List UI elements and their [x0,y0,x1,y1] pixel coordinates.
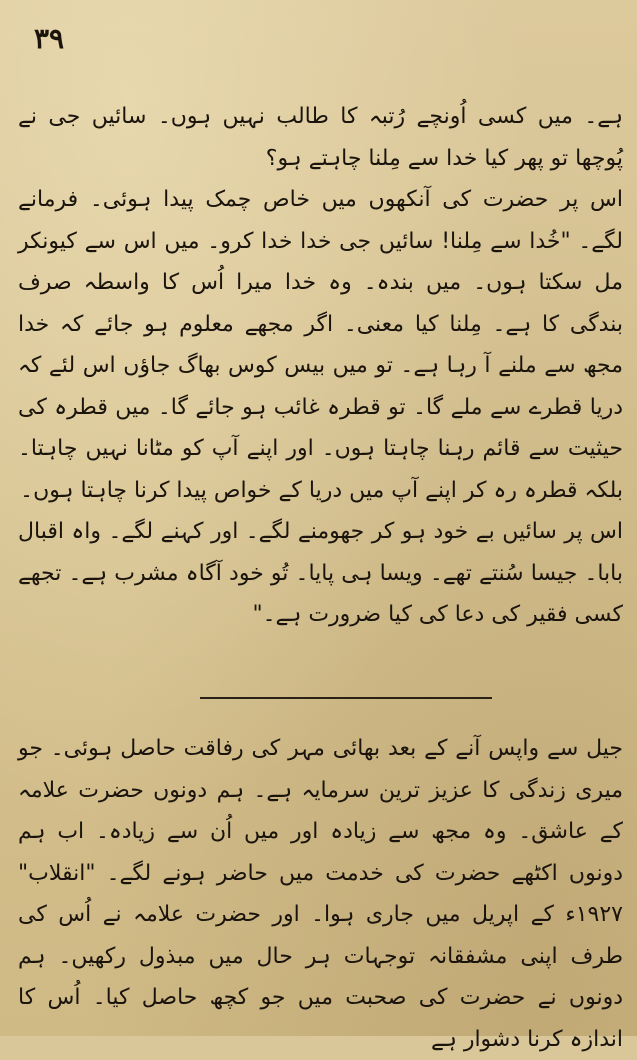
paragraph: جیل سے واپس آنے کے بعد بھائی مہر کی رفاقت حاصل ہوئی۔ جو میری زندگی کا عزیز ترین سرمایہ ہے۔ ہم دونوں حضرت علامہ کے عاشق۔ وہ مجھ سے زیادہ اور میں اُن سے زیادہ۔ اب ہم دونوں اکٹھے حضرت کی خدمت میں حاضر ہونے لگے۔ "انقلاب" ۱۹۲۷ء کے اپریل میں جاری ہوا۔ اور حضرت علامہ نے اُس کی طرف اپنی مشفقانہ توجہات ہر حال میں مبذول رکھیں۔ ہم دونوں نے حضرت کی صحبت میں جو کچھ حاصل کیا۔ اُس کا اندازہ کرنا دشوار ہے [18,736,623,1052]
page-number: ۳۹ [34,22,65,55]
paragraph: ہے۔ میں کسی اُونچے رُتبہ کا طالب نہیں ہوں۔ سائیں جی نے پُوچھا تو پھر کیا خدا سے مِلنا چاہتے ہو؟ [18,104,623,171]
paragraph: اس پر سائیں بے خود ہو کر جھومنے لگے۔ اور کہنے لگے۔ واہ اقبال بابا۔ جیسا سُنتے تھے۔ ویسا ہی پایا۔ تُو خود آگاہ مشرب ہے۔ تجھے کسی فقیر کی دعا کی کیا ضرورت ہے۔" [18,519,623,627]
text-section-two [18,728,623,1060]
section-divider [200,697,492,699]
paragraph: اس پر حضرت کی آنکھوں میں خاص چمک پیدا ہوئی۔ فرمانے لگے۔ "خُدا سے مِلنا! سائیں جی خدا خدا کرو۔ میں اس سے کیونکر مل سکتا ہوں۔ میں بندہ۔ وہ خدا میرا اُس کا واسطہ صرف بندگی کا ہے۔ مِلنا کیا معنی۔ اگر مجھے معلوم ہو جائے کہ خدا مجھ سے ملنے آ رہا ہے۔ تو میں بیس کوس بھاگ جاؤں اس لئے کہ دریا قطرے سے ملے گا۔ تو قطرہ غائب ہو جائے گا۔ میں قطرہ کی حیثیت سے قائم رہنا چاہتا ہوں۔ اور اپنے آپ کو مٹانا نہیں چاہتا۔ بلکہ قطرہ رہ کر اپنے آپ میں دریا کے خواص پیدا کرنا چاہتا ہوں۔ [18,187,623,503]
text-section-one [18,96,623,636]
